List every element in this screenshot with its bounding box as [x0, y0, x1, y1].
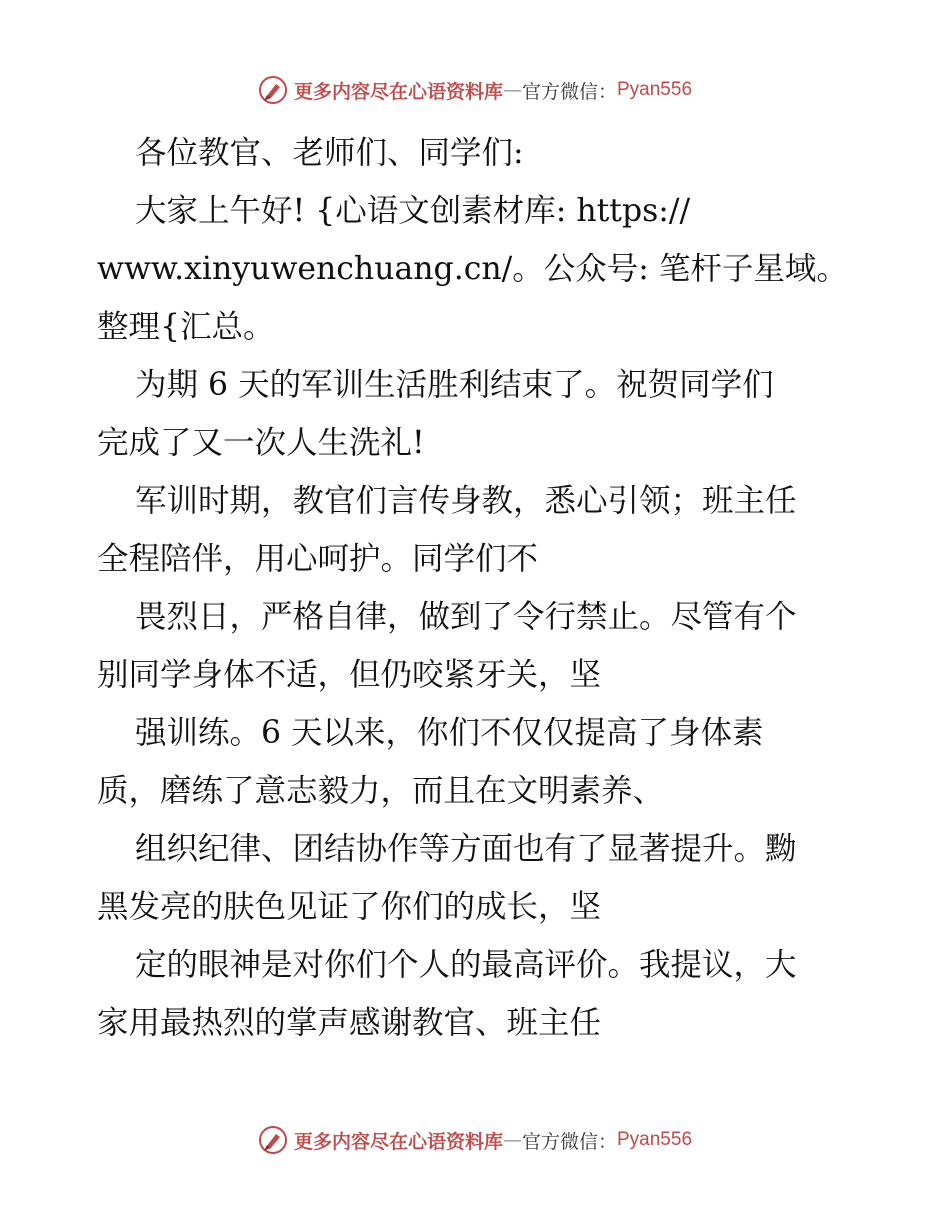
banner-wechat-label: 官方微信：	[521, 1130, 617, 1153]
banner-wechat-label: 官方微信：	[521, 80, 617, 103]
document-line: 黑发亮的肤色见证了你们的成长，坚	[97, 889, 602, 925]
document-line: 定的眼神是对你们个人的最高评价。我提议，大	[135, 947, 797, 983]
banner-wechat-id: Pyan556	[617, 1129, 693, 1150]
banner-site-text: 更多内容尽在心语资料库	[293, 1130, 503, 1153]
banner-wechat-id: Pyan556	[617, 79, 693, 100]
header-banner	[0, 73, 950, 107]
banner-site-text: 更多内容尽在心语资料库	[293, 80, 503, 103]
document-line: 大家上午好! {心语文创素材库: https://	[135, 193, 691, 229]
document-line: 畏烈日，严格自律，做到了令行禁止。尽管有个	[135, 599, 797, 635]
document-line: 各位教官、老师们、同学们:	[135, 135, 524, 171]
document-line: 全程陪伴，用心呵护。同学们不	[97, 541, 539, 577]
document-line: 家用最热烈的掌声感谢教官、班主任	[97, 1005, 602, 1041]
document-body	[97, 124, 857, 1052]
document-line: www.xinyuwenchuang.cn/。公众号: 笔杆子星域。	[97, 251, 848, 287]
document-line: 强训练。6 天以来，你们不仅仅提高了身体素	[135, 715, 764, 751]
pen-nib-icon	[258, 1125, 288, 1155]
document-line: 组织纪律、团结协作等方面也有了显著提升。黝	[135, 831, 797, 867]
banner-separator: —	[502, 79, 522, 101]
banner-separator: —	[502, 1129, 522, 1151]
document-line: 整理{汇总。	[97, 309, 275, 345]
document-line: 为期 6 天的军训生活胜利结束了。祝贺同学们	[135, 367, 774, 403]
document-line: 军训时期，教官们言传身教，悉心引领；班主任	[135, 483, 797, 519]
document-line: 别同学身体不适，但仍咬紧牙关，坚	[97, 657, 602, 693]
pen-nib-icon	[258, 75, 288, 105]
document-line: 完成了又一次人生洗礼!	[97, 425, 425, 461]
document-line: 质，磨练了意志毅力，而且在文明素养、	[97, 773, 665, 809]
footer-banner	[0, 1123, 950, 1157]
